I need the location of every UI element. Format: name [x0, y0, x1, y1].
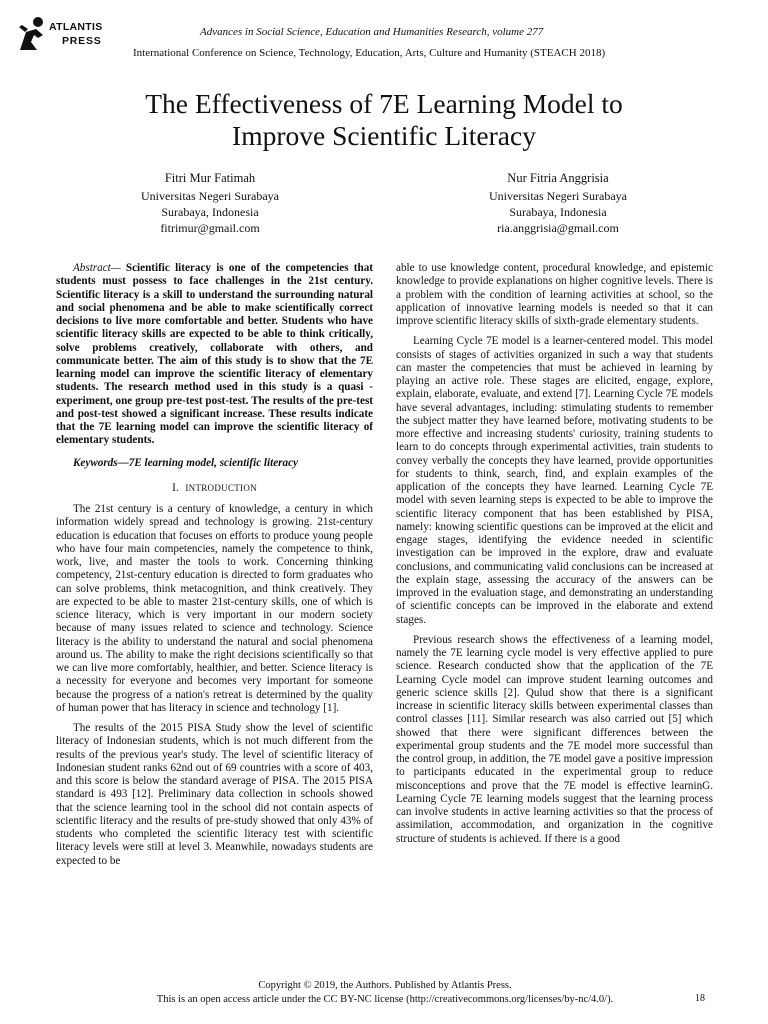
publisher-name-line1: ATLANTIS [49, 21, 103, 33]
author-name: Nur Fitria Anggrisia [507, 171, 609, 185]
paragraph: The results of the 2015 PISA Study show the level of scientific literacy of Indonesian students, which is not much different from the results of the previous year's study. The level of scientific literacy of Indonesian student ranks 62nd out of 69 countries with a score of 403, and this score is below the standard average of PISA. The 2015 PISA standard is 493 [12]. Preliminary data collection in schools showed that the science learning tool in the school did not contain aspects of scientific literacy and the results of pre-study showed that only 43% of students who completed the scientific literacy test with scientific literacy levels were still at level 3. Meanwhile, nowadays students are expected to be [56, 722, 373, 867]
section-title: INTRODUCTION [185, 482, 257, 493]
author-block-1 [110, 170, 310, 236]
license-notice: This is an open access article under the CC BY-NC license (http://creativecommons.org/licenses/by-nc/4.0/). [156, 994, 614, 1005]
author-location: Surabaya, Indonesia [161, 205, 259, 219]
author-block-2 [458, 170, 658, 236]
keywords: Keywords—7E learning model, scientific literacy [73, 456, 298, 469]
author-email[interactable]: ria.anggrisia@gmail.com [497, 221, 619, 235]
left-column [56, 262, 373, 875]
abstract-text: Scientific literacy is one of the competencies that students must possess to face challenges in the 21st century. Scientific literacy is a skill to understand the surrounding natural and social phenomena and be able to make scientifically correct decisions to live more comfortable and better. Students who have scientific literacy skills are expected to be able to think critically, solve problems creatively, collaborate with others, and communicate better. The aim of this study is to show that the 7E learning model can improve the scientific literacy of elementary students. The research method used in this study is a quasi - experiment, one group pre-test post-test. The results of the pre-test and post-test showed a significant increase. These results indicate that the 7E learning model can improve the scientific literacy of elementary students. [56, 262, 373, 447]
paragraph: Learning Cycle 7E model is a learner-centered model. This model consists of stages of activities organized in such a way that students can master the competencies that must be achieved in learning by playing an active role. These stages are elicited, engage, explore, explain, elaborate, evaluate, and extend [7]. Learning Cycle 7E models have several advantages, including: stimulating students to remember the subject matter they have learned before, motivating students to be more effective and increasing students' curiosity, training students to learn to do concepts through experimental activities, train students to convey verbally the concepts they have learned, provide opportunities for students to think, search, find, and explain examples of the application of the concepts they have learned. Learning Cycle 7E model with seven learning steps is expected to be able to improve the scientific literacy component that has been established by PISA, namely: knowing scientific questions can be improved at the elicit and engage stages, identifying the evidence needed in scientific investigation can be improved in the explore, draw and evaluate conclusions, and communicating valid conclusions can be increased at the explain stage, assessing the accuracy of the answers can be improved in the evaluation stage, and demonstrating an understanding of scientific concepts can be improved in the elaborate and extend stages. [396, 335, 713, 626]
copyright-notice: Copyright © 2019, the Authors. Published by Atlantis Press. [258, 980, 512, 991]
page-number: 18 [695, 993, 705, 1004]
author-affiliation: Universitas Negeri Surabaya [141, 189, 279, 203]
title-line-2: Improve Scientific Literacy [232, 120, 536, 151]
title-line-1: The Effectiveness of 7E Learning Model to [145, 88, 623, 119]
abstract [56, 262, 373, 448]
journal-header: Advances in Social Science, Education and Humanities Research, volume 277 [200, 26, 544, 38]
atlantis-figure-icon [16, 16, 48, 52]
page-footer [90, 979, 680, 1007]
publisher-logo [16, 16, 126, 56]
right-column [396, 262, 713, 853]
paragraph: The 21st century is a century of knowledge, a century in which information widely spread and technology is growing. 21st-century education is education that focuses on efforts to produce young people who have four main competencies, namely the competence to think, work, live, and master the tools to work. Concerning thinking competency, 21st-century education is directed to form graduates who can solve problems, think metacognition, and think creatively. They are expected to be able to master 21st-century skills, one of which is science literacy, which is very important in our modern society because of many issues related to science and technology. Science literacy is the ability to understand the natural and social phenomena around us. The ability to make the right decisions scientifically so that we can live more comfortably, healthier, and better. Science literacy is a necessity for everyone and becomes very important for someone because the progress of a nation's retreat is determined by the quality of human power that has literacy in science and technology [1]. [56, 503, 373, 714]
section-number: I. [172, 481, 180, 494]
author-name: Fitri Mur Fatimah [164, 171, 256, 185]
publisher-name-line2: PRESS [62, 35, 102, 47]
paper-title [60, 88, 708, 152]
author-email[interactable]: fitrimur@gmail.com [160, 221, 260, 235]
conference-header: International Conference on Science, Technology, Education, Arts, Culture and Humanity (STEACH 2018) [133, 47, 606, 59]
section-heading [56, 482, 373, 495]
paragraph: Previous research shows the effectiveness of a learning model, namely the 7E learning cycle model is very effective applied to pure science. Research conducted show that the application of the 7E Learning Cycle model can improve student learning outcomes and generic science skills [2]. Qulud show that there is a significant increase in scientific literacy skills between experimental classes than control classes [11]. Similar research was also carried out [5] which showed that there were significant differences between the experimental group students and the 7E model more successful than the control group, in addition, the 7E model gave a positive impression to participants educated in the experimental group to reduce misconceptions and prove that the 7E model is effective learninG. Learning Cycle 7E learning models suggest that the learning process can involve students in active learning activities so that the process of assimilation, accommodation, and organization in the cognitive structure of students is achieved. If there is a good [396, 633, 713, 845]
author-affiliation: Universitas Negeri Surabaya [489, 189, 627, 203]
author-location: Surabaya, Indonesia [509, 205, 607, 219]
abstract-label: Abstract— [73, 262, 121, 274]
paragraph-continued: able to use knowledge content, procedural knowledge, and epistemic knowledge to provide explanations on higher cognitive levels. There is a problem with the condition of learning activities at school, so the application of innovative learning models is needed so that it can improve scientific literacy skills of sixth-grade elementary students. [396, 262, 713, 327]
